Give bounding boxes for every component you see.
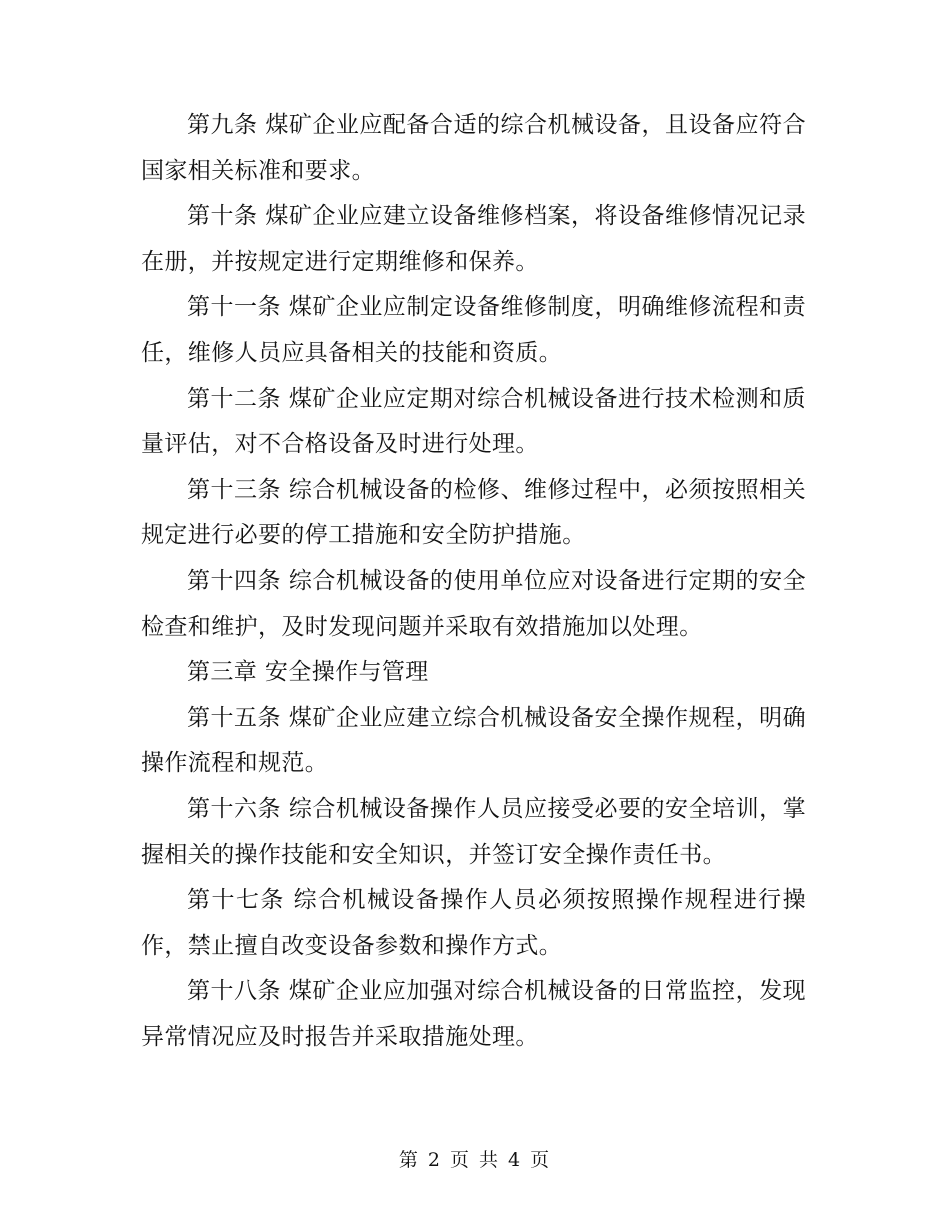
document-body	[141, 103, 806, 1060]
article-15: 第十五条 煤矿企业应建立综合机械设备安全操作规程，明确操作流程和规范。	[141, 704, 806, 777]
article-14: 第十四条 综合机械设备的使用单位应对设备进行定期的安全检查和维护，及时发现问题并采取有效措施加以处理。	[141, 567, 806, 640]
article-18: 第十八条 煤矿企业应加强对综合机械设备的日常监控，发现异常情况应及时报告并采取措施处理。	[141, 978, 806, 1050]
article-17: 第十七条 综合机械设备操作人员必须按照操作规程进行操作，禁止擅自改变设备参数和操作方式。	[141, 887, 806, 959]
chapter-3-heading: 第三章 安全操作与管理	[187, 659, 429, 686]
article-11: 第十一条 煤矿企业应制定设备维修制度，明确维修流程和责任，维修人员应具备相关的技能和资质。	[141, 294, 806, 366]
page-number-footer: 第 2 页 共 4 页	[398, 1149, 552, 1171]
article-13: 第十三条 综合机械设备的检修、维修过程中，必须按照相关规定进行必要的停工措施和安全防护措施。	[141, 476, 806, 549]
article-10: 第十条 煤矿企业应建立设备维修档案，将设备维修情况记录在册，并按规定进行定期维修和保养。	[141, 203, 806, 275]
article-12: 第十二条 煤矿企业应定期对综合机械设备进行技术检测和质量评估，对不合格设备及时进行处理。	[141, 385, 806, 458]
article-16: 第十六条 综合机械设备操作人员应接受必要的安全培训，掌握相关的操作技能和安全知识，并签订安全操作责任书。	[141, 795, 806, 868]
article-9: 第九条 煤矿企业应配备合适的综合机械设备，且设备应符合国家相关标准和要求。	[141, 112, 806, 184]
